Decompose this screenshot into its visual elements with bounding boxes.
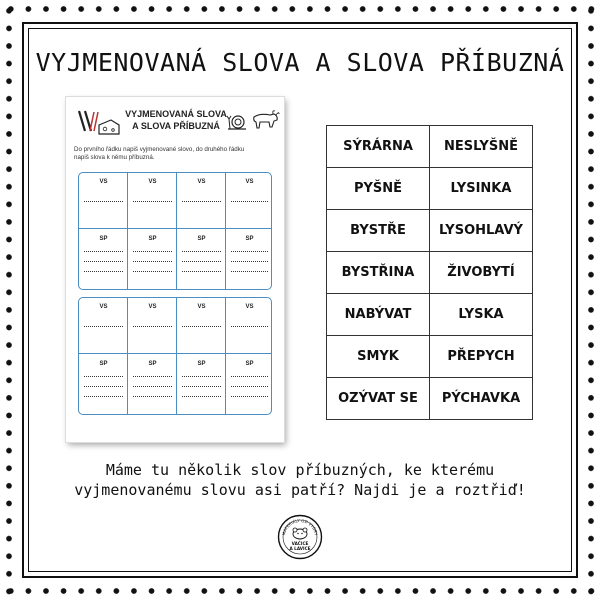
word-cell[interactable]: LYSOHLAVÝ bbox=[430, 210, 533, 252]
logo-badge bbox=[277, 514, 323, 560]
table-row bbox=[327, 168, 533, 210]
worksheet-title-line2: A SLOVA PŘÍBUZNÁ bbox=[132, 121, 220, 131]
word-cell[interactable]: LYSKA bbox=[430, 294, 533, 336]
vs-label: VS bbox=[245, 304, 254, 310]
word-cell[interactable]: BYSTŘINA bbox=[327, 252, 430, 294]
logo-top-text: MATERIÁLY OD VYDRY bbox=[281, 517, 319, 536]
caption-line2: vyjmenovanému slovu asi patří? Najdi je a roztřiď! bbox=[74, 481, 526, 499]
word-cell[interactable]: BYSTŘE bbox=[327, 210, 430, 252]
vs-label: VS bbox=[99, 304, 108, 310]
opossum-icon bbox=[293, 528, 307, 539]
table-row bbox=[327, 336, 533, 378]
vs-label: VS bbox=[148, 304, 157, 310]
table-row bbox=[327, 210, 533, 252]
worksheet-preview[interactable] bbox=[66, 97, 284, 442]
sp-label: SP bbox=[245, 361, 254, 367]
table-row bbox=[327, 126, 533, 168]
vs-label: VS bbox=[197, 304, 206, 310]
dotted-border-left bbox=[4, 0, 14, 600]
worksheet-instruction-line2: napiš slova k němu příbuzná. bbox=[74, 154, 155, 161]
logo-line1: VAČICE bbox=[291, 541, 309, 546]
sp-label: SP bbox=[148, 236, 157, 242]
dotted-border-bottom bbox=[0, 586, 600, 596]
word-cell[interactable]: PYŠNĚ bbox=[327, 168, 430, 210]
word-cell[interactable]: NABÝVAT bbox=[327, 294, 430, 336]
sp-label: SP bbox=[99, 361, 108, 367]
word-cell[interactable]: PÝCHAVKA bbox=[430, 378, 533, 420]
vs-label: VS bbox=[245, 179, 254, 185]
sp-label: SP bbox=[148, 361, 157, 367]
sp-label: SP bbox=[245, 236, 254, 242]
ox-icon bbox=[250, 109, 280, 131]
sp-label: SP bbox=[99, 236, 108, 242]
worksheet-instruction-line1: Do prvního řádku napiš vyjmenované slovo, do druhého řádku bbox=[74, 146, 245, 153]
writing-lines[interactable] bbox=[79, 298, 273, 414]
word-cell[interactable]: SMYK bbox=[327, 336, 430, 378]
worksheet-grid-2 bbox=[78, 297, 272, 415]
writing-lines[interactable] bbox=[79, 173, 273, 289]
worksheet-grid-1 bbox=[78, 172, 272, 290]
sp-label: SP bbox=[197, 361, 206, 367]
word-cell[interactable]: NESLYŠNĚ bbox=[430, 126, 533, 168]
dotted-border-top bbox=[0, 4, 600, 14]
word-cell[interactable]: ŽIVOBYTÍ bbox=[430, 252, 533, 294]
vs-label: VS bbox=[99, 179, 108, 185]
word-table bbox=[326, 125, 533, 420]
word-cell[interactable]: PŘEPYCH bbox=[430, 336, 533, 378]
word-cell[interactable]: OZÝVAT SE bbox=[327, 378, 430, 420]
caption-line1: Máme tu několik slov příbuzných, ke kterému bbox=[105, 461, 495, 479]
dotted-border-right bbox=[586, 0, 596, 600]
vs-label: VS bbox=[148, 179, 157, 185]
word-cell[interactable]: LYSINKA bbox=[430, 168, 533, 210]
logo-line2: A LAVICE bbox=[289, 546, 311, 551]
sp-label: SP bbox=[197, 236, 206, 242]
page-title: VYJMENOVANÁ SLOVA A SLOVA PŘÍBUZNÁ bbox=[35, 48, 565, 77]
worksheet-title-line1: VYJMENOVANÁ SLOVA bbox=[125, 109, 227, 119]
table-row bbox=[327, 378, 533, 420]
word-cell[interactable]: SÝRÁRNA bbox=[327, 126, 430, 168]
table-row bbox=[327, 252, 533, 294]
table-row bbox=[327, 294, 533, 336]
snail-icon bbox=[226, 113, 248, 131]
vs-label: VS bbox=[197, 179, 206, 185]
